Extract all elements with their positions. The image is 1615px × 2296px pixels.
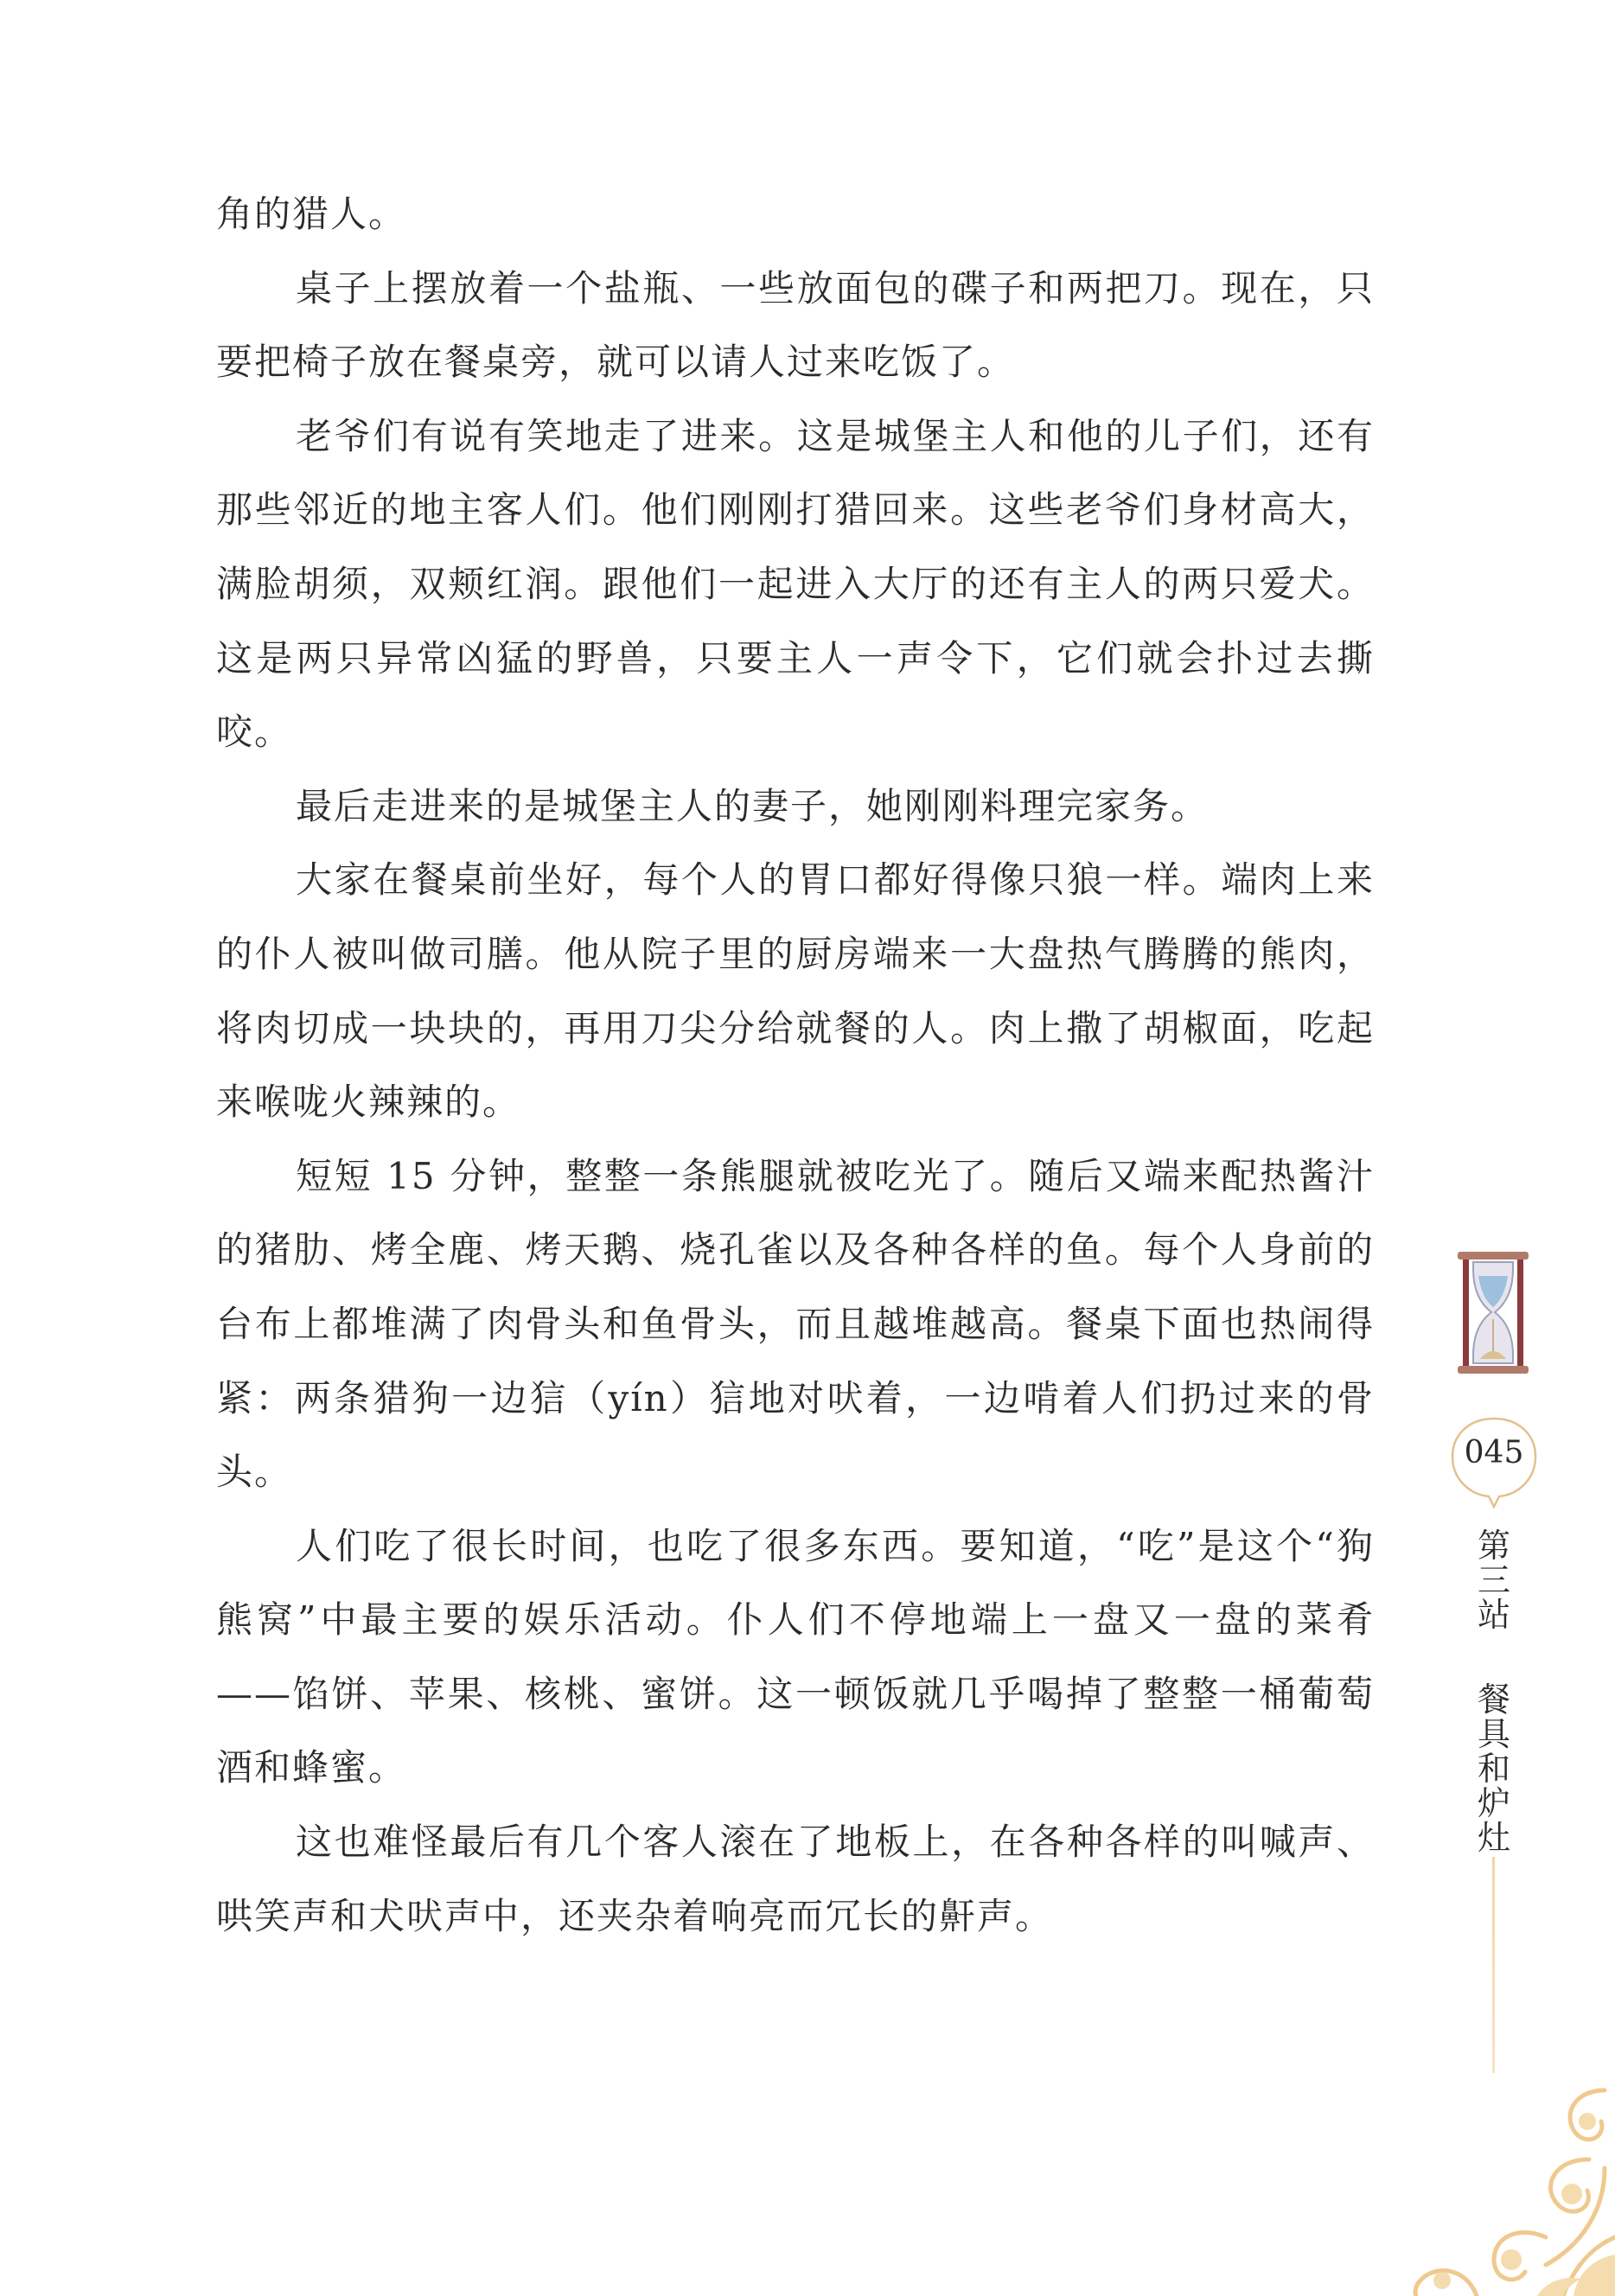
paragraph: 短短 15 分钟，整整一条熊腿就被吃光了。随后又端来配热酱汁的猪肋、烤全鹿、烤天鹅、烧孔雀以及各种各样的鱼。每个人身前的台布上都堆满了肉骨头和鱼骨头，而且越堆越高。餐桌下面也热闹得紧：两条猎狗一边狺（yín）狺地对吠着，一边啃着人们扔过来的骨头。 — [216, 1154, 1375, 1494]
hourglass-icon — [1454, 1250, 1532, 1375]
chapter-label: 第三站 — [1477, 1527, 1510, 1634]
margin-divider — [1492, 1857, 1495, 2073]
scroll-ornament-icon — [1373, 2064, 1615, 2296]
chapter-title: 餐具和炉灶 — [1477, 1681, 1510, 1857]
paragraph: 桌子上摆放着一个盐瓶、一些放面包的碟子和两把刀。现在，只要把椅子放在餐桌旁，就可以请人过来吃饭了。 — [216, 266, 1375, 384]
paragraph: 最后走进来的是城堡主人的妻子，她刚刚料理完家务。 — [296, 784, 1210, 827]
paragraph-continued: 角的猎人。 — [216, 193, 407, 235]
body-text — [216, 177, 1375, 1953]
page-number: 045 — [1464, 1435, 1524, 1470]
paragraph: 老爷们有说有笑地走了进来。这是城堡主人和他的儿子们，还有那些邻近的地主客人们。他们刚刚打猎回来。这些老爷们身材高大，满脸胡须，双颊红润。跟他们一起进入大厅的还有主人的两只爱犬。这是两只异常凶猛的野兽，只要主人一声令下，它们就会扑过去撕咬。 — [216, 414, 1375, 754]
paragraph: 人们吃了很长时间，也吃了很多东西。要知道，“吃”是这个“狗熊窝”中最主要的娱乐活动。仆人们不停地端上一盘又一盘的菜肴——馅饼、苹果、核桃、蜜饼。这一顿饭就几乎喝掉了整整一桶葡萄酒和蜂蜜。 — [216, 1524, 1375, 1789]
paragraph: 这也难怪最后有几个客人滚在了地板上，在各种各样的叫喊声、哄笑声和犬吠声中，还夹杂着响亮而冗长的鼾声。 — [216, 1821, 1375, 1937]
paragraph: 大家在餐桌前坐好，每个人的胃口都好得像只狼一样。端肉上来的仆人被叫做司膳。他从院子里的厨房端来一大盘热气腾腾的熊肉，将肉切成一块块的，再用刀尖分给就餐的人。肉上撒了胡椒面，吃起来喉咙火辣辣的。 — [216, 858, 1375, 1124]
